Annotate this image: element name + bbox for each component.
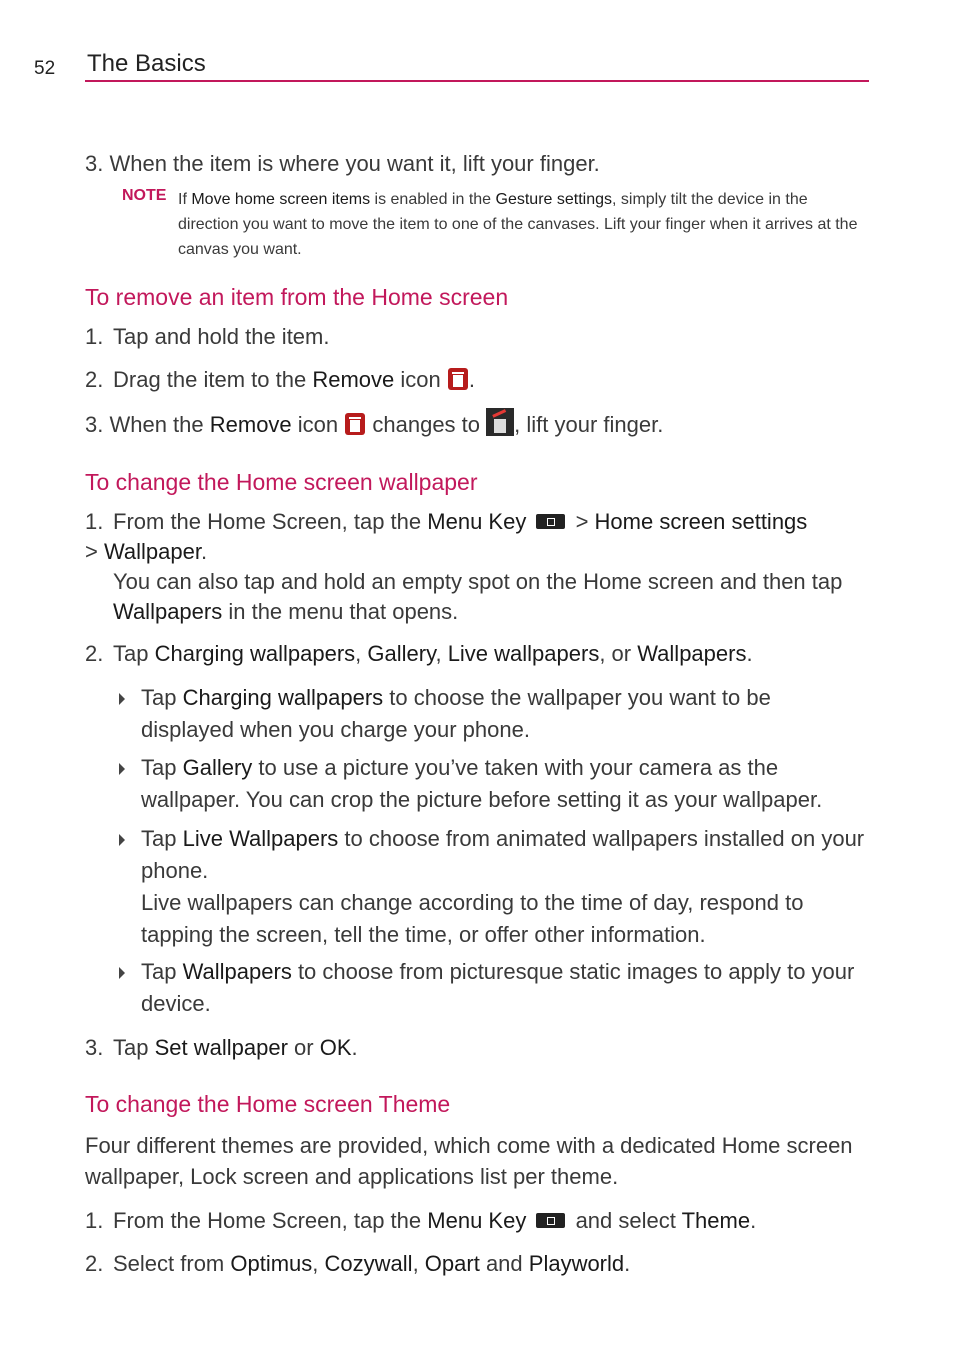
theme-step-1: 1. From the Home Screen, tap the Menu Key and select Theme.	[85, 1208, 757, 1233]
menu-key-icon	[536, 514, 565, 529]
header-divider	[85, 80, 869, 82]
theme-intro: Four different themes are provided, which come with a dedicated Home screen wallpaper, Lock screen and applications list per theme.	[85, 1133, 853, 1189]
page-number: 52	[34, 58, 56, 79]
remove-step-1: 1. Tap and hold the item.	[85, 324, 330, 349]
heading-change-theme: To change the Home screen Theme	[85, 1091, 451, 1117]
menu-key-icon	[536, 1213, 565, 1228]
trash-red-icon	[344, 412, 366, 444]
trash-open-icon	[486, 408, 514, 444]
triangle-bullet-icon	[118, 823, 126, 860]
note-text: If Move home screen items is enabled in the Gesture settings, simply tilt the device in the direction you want to move the item to one of the canvases. Lift your finger when it arrives at the canvas you want.	[178, 191, 858, 258]
heading-remove-item: To remove an item from the Home screen	[85, 284, 509, 310]
heading-change-wallpaper: To change the Home screen wallpaper	[85, 469, 478, 495]
wallpaper-step-1: 1. From the Home Screen, tap the Menu Key > Home screen settings > Wallpaper. You can also tap and hold an empty spot on the Home screen and then tap Wallpapers in the menu that opens.	[85, 509, 843, 624]
trash-red-icon	[447, 367, 469, 399]
remove-step-2: 2. Drag the item to the Remove icon .	[85, 365, 869, 399]
theme-step-2: 2. Select from Optimus, Cozywall, Opart and Playworld.	[85, 1251, 631, 1276]
wallpaper-step-2: 2. Tap Charging wallpapers, Gallery, Live wallpapers, or Wallpapers.	[85, 641, 753, 666]
section-title: The Basics	[87, 50, 206, 77]
note-label: NOTE	[122, 187, 167, 204]
step-3-lift-finger: 3. When the item is where you want it, lift your finger.	[85, 151, 600, 176]
triangle-bullet-icon	[118, 682, 126, 719]
wallpaper-step-3: 3. Tap Set wallpaper or OK.	[85, 1035, 358, 1060]
remove-step-3: 3. When the Remove icon changes to , lift your finger.	[85, 408, 869, 444]
triangle-bullet-icon	[118, 956, 126, 993]
triangle-bullet-icon	[118, 752, 126, 789]
